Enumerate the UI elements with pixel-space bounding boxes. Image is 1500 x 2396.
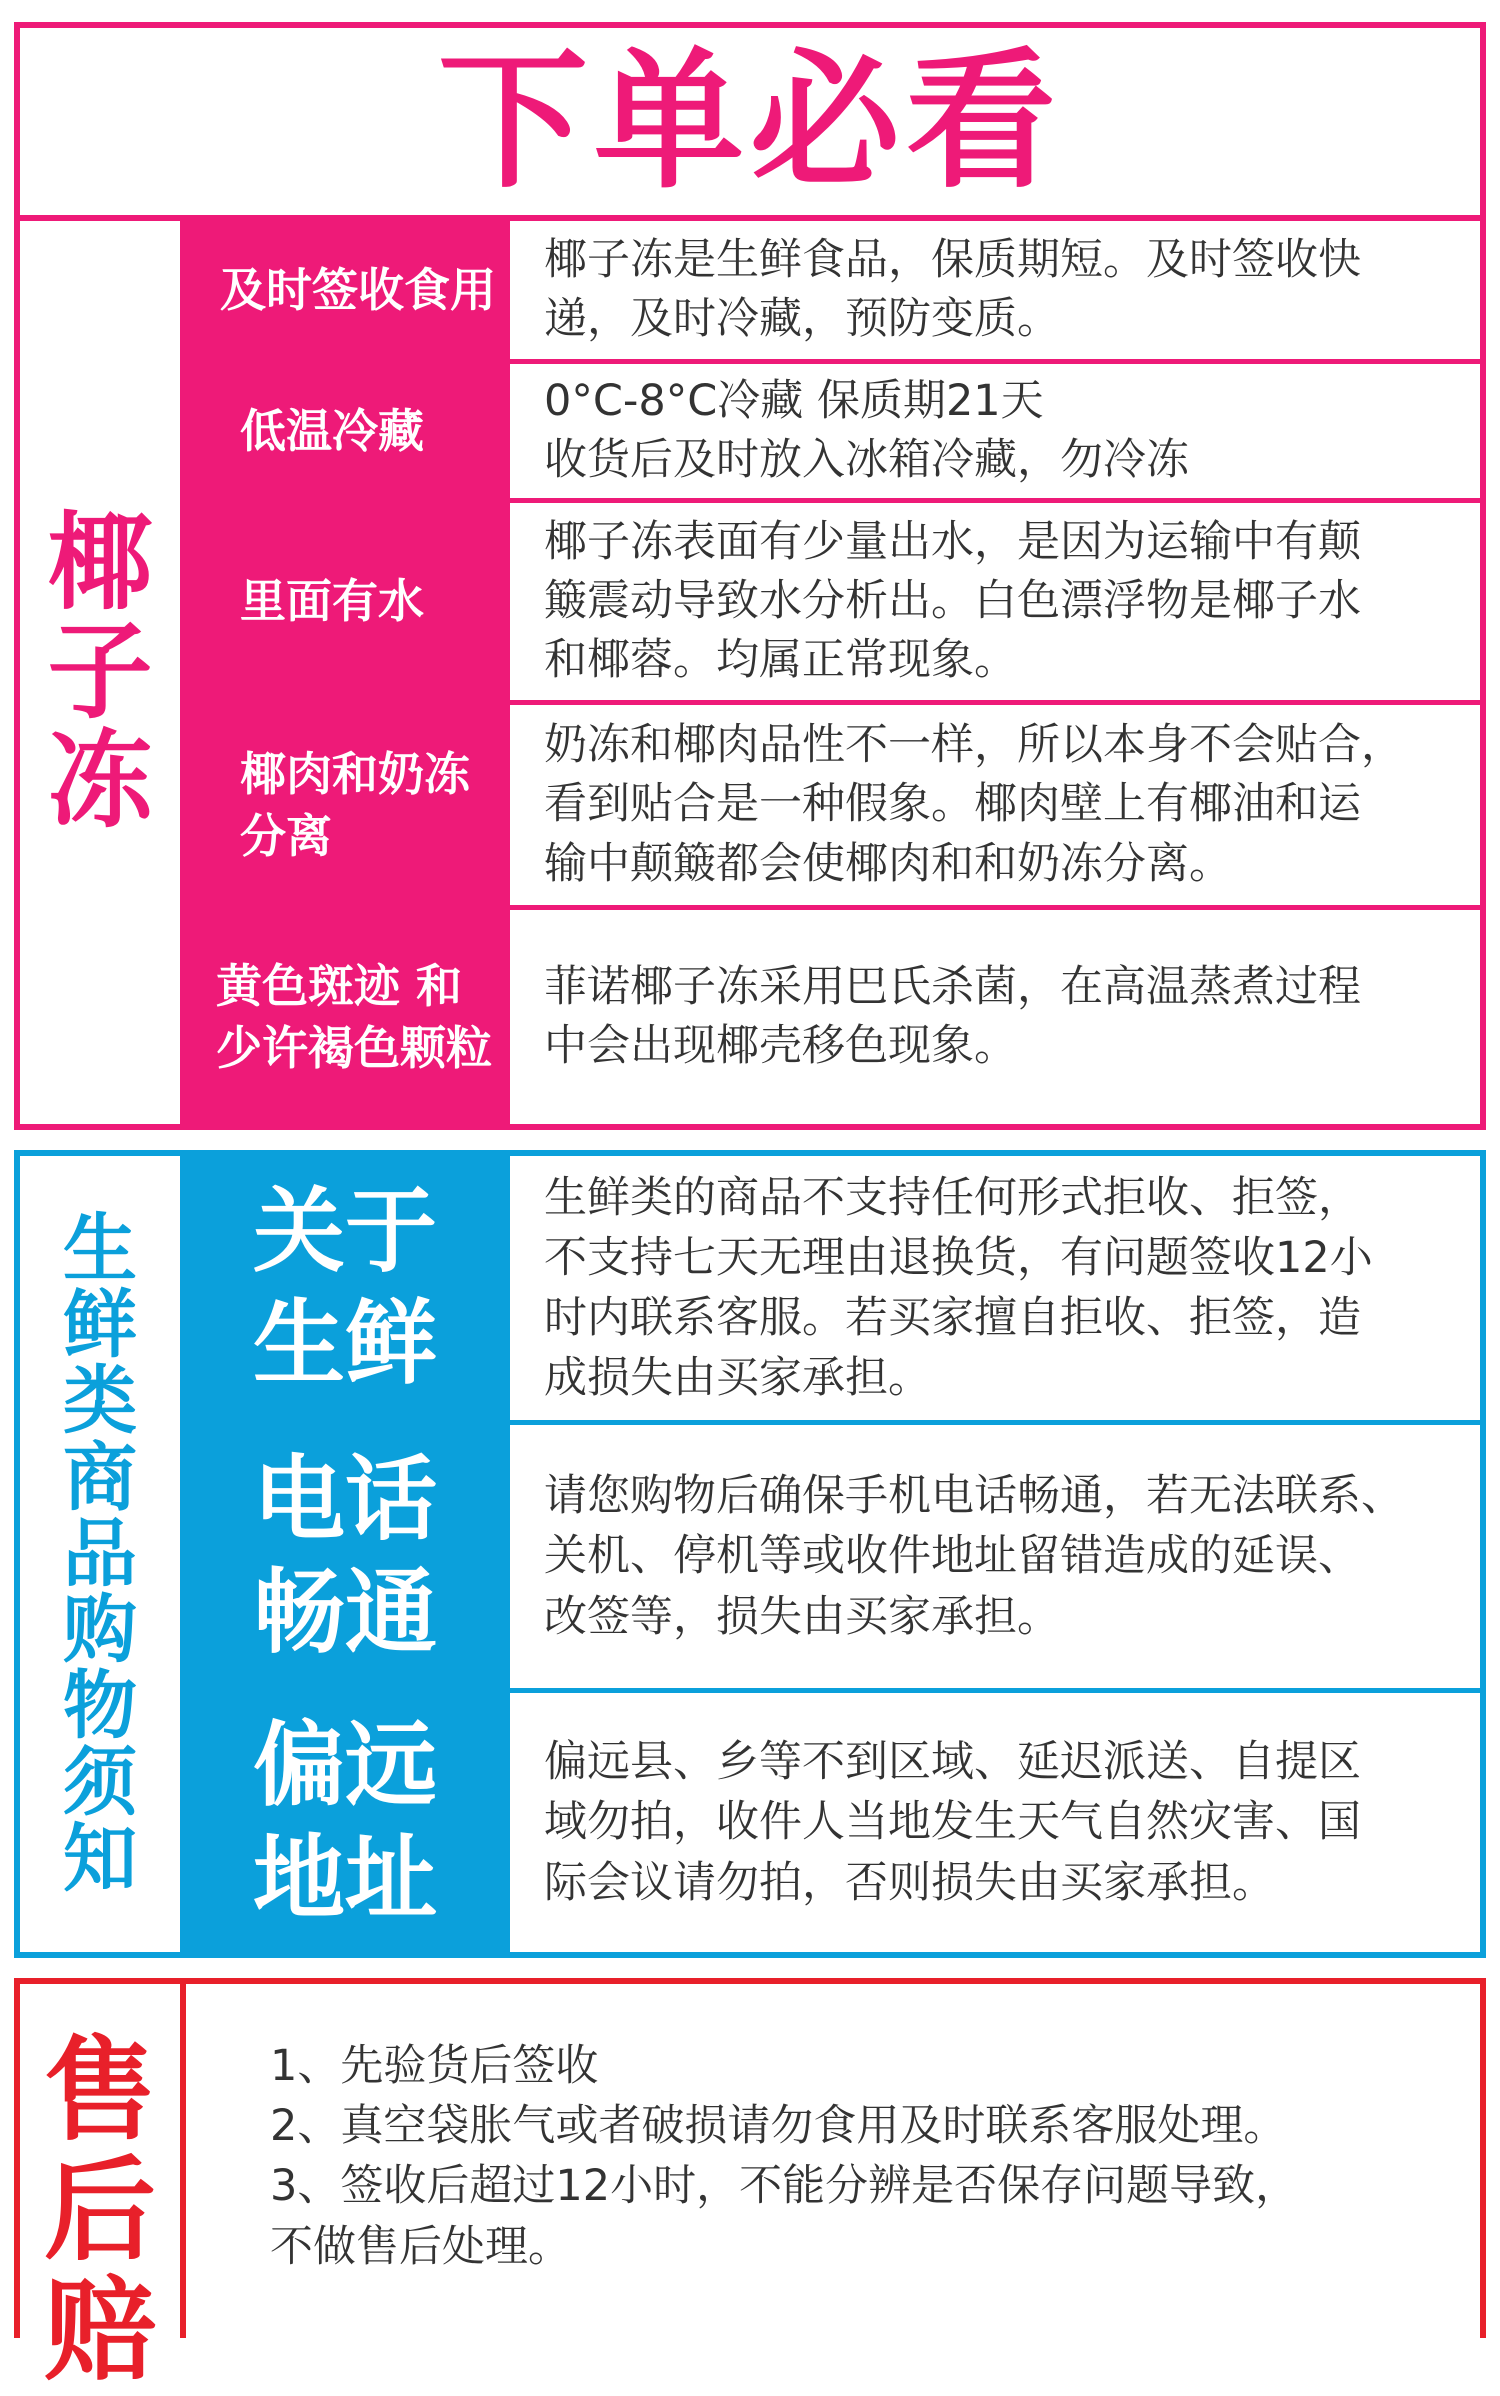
category-line: 畅通 [252,1558,437,1666]
note-item: 2、真空袋胀气或者破损请勿食用及时联系客服处理。 [270,2101,1287,2152]
page-title: 下单必看 [437,34,1062,209]
fresh-section-label [20,1156,180,1952]
description-line: 偏远县、乡等不到区域、延迟派送、自提区 [544,1737,1361,1788]
description-line: 域勿拍，收件人当地发生天气自然灾害、国 [544,1797,1361,1848]
description-line: 椰子冻是生鲜食品，保质期短。及时签收快 [544,234,1361,285]
description-line: 成损失由买家承担。 [544,1353,931,1404]
row-category [180,1425,510,1688]
coconut-jelly-section [14,221,1486,1130]
section-label-char: 售 [44,2026,156,2156]
description-line: 0°C-8°C冷藏 保质期21天 [544,375,1044,426]
row-category [180,503,510,700]
row-description [510,221,1480,359]
coconut-section-label [20,221,180,1124]
category-line: 少许褐色颗粒 [216,1021,492,1075]
description-line: 时内联系客服。若买家擅自拒收、拒签，造 [544,1293,1361,1343]
info-row [180,1693,1480,1952]
row-category [180,705,510,905]
description-line: 收货后及时放入冰箱冷藏，勿冷冻 [544,435,1189,485]
after-sale-notes [270,2036,1450,2277]
description-line: 椰子冻表面有少量出水，是因为运输中有颠 [544,516,1361,567]
row-description [510,1156,1480,1420]
section-label-char: 子 [47,610,153,733]
description-line: 请您购物后确保手机电话畅通，若无法联系、 [544,1471,1404,1522]
section-label-char: 类 [63,1358,137,1445]
note-item: 不做售后处理。 [270,2221,571,2272]
description-line: 看到贴合是一种假象。椰肉壁上有椰油和运 [544,779,1361,830]
description-line: 关机、停机等或收件地址留错造成的延误、 [544,1531,1361,1582]
category-line: 椰肉和奶冻 [240,746,470,801]
category-line: 低温冷藏 [240,403,424,458]
description-line: 奶冻和椰肉品性不一样，所以本身不会贴合， [544,720,1404,770]
info-row [180,910,1480,1124]
row-category [180,1156,510,1420]
note-item: 3、签收后超过12小时，不能分辨是否保存问题导致， [270,2161,1299,2212]
section-label-char: 品 [63,1510,137,1597]
description-line: 递，及时冷藏，预防变质。 [544,294,1060,344]
category-line: 地址 [252,1824,437,1932]
description-line: 菲诺椰子冻采用巴氏杀菌，在高温蒸煮过程 [544,961,1361,1012]
row-description [510,503,1480,700]
category-line: 黄色斑迹 和 [216,958,463,1013]
row-category [180,1693,510,1952]
category-line: 分离 [240,809,332,863]
row-category [180,221,510,359]
description-line: 不支持七天无理由退换货，有问题签收12小 [544,1232,1373,1283]
row-description [510,910,1480,1124]
note-item: 1、先验货后签收 [270,2041,599,2091]
section-label-char: 购 [63,1587,137,1674]
description-line: 输中颠簸都会使椰肉和和奶冻分离。 [544,838,1232,889]
category-line: 及时签收食用 [220,262,496,317]
info-row [180,1156,1480,1420]
section-label-char: 知 [63,1815,137,1902]
section-label-char: 生 [63,1206,137,1293]
row-category [180,910,510,1124]
info-row [180,705,1480,905]
section-label-char: 冻 [47,720,153,843]
row-description [510,705,1480,905]
category-line: 偏远 [252,1712,437,1820]
section-label-char: 物 [63,1663,137,1750]
title-banner [14,22,1486,221]
section-label-char: 椰 [47,501,153,624]
section-label-char: 赔 [44,2265,156,2396]
info-row [180,1425,1480,1688]
category-line: 里面有水 [240,574,424,629]
row-category [180,364,510,498]
after-sale-label [20,1984,186,2396]
section-label-char: 商 [63,1434,137,1521]
description-line: 簸震动导致水分析出。白色漂浮物是椰子水 [544,575,1361,626]
after-sale-section [14,1978,1486,2396]
section-label-char: 鲜 [63,1282,137,1369]
row-description [510,1693,1480,1952]
description-line: 际会议请勿拍，否则损失由买家承担。 [544,1857,1275,1908]
category-line: 关于 [252,1177,437,1285]
info-row [180,503,1480,700]
category-line: 生鲜 [252,1290,437,1397]
description-line: 改签等，损失由买家承担。 [544,1591,1060,1642]
info-row [180,221,1480,359]
description-line: 生鲜类的商品不支持任何形式拒收、拒签， [544,1172,1361,1223]
category-line: 电话 [252,1446,437,1554]
row-description [510,364,1480,498]
fresh-goods-section [14,1150,1486,1958]
info-row [180,364,1480,498]
row-description [510,1425,1480,1688]
section-label-char: 须 [63,1739,137,1826]
description-line: 中会出现椰壳移色现象。 [544,1021,1017,1071]
description-line: 和椰蓉。均属正常现象。 [544,635,1017,686]
section-label-char: 后 [44,2145,156,2276]
